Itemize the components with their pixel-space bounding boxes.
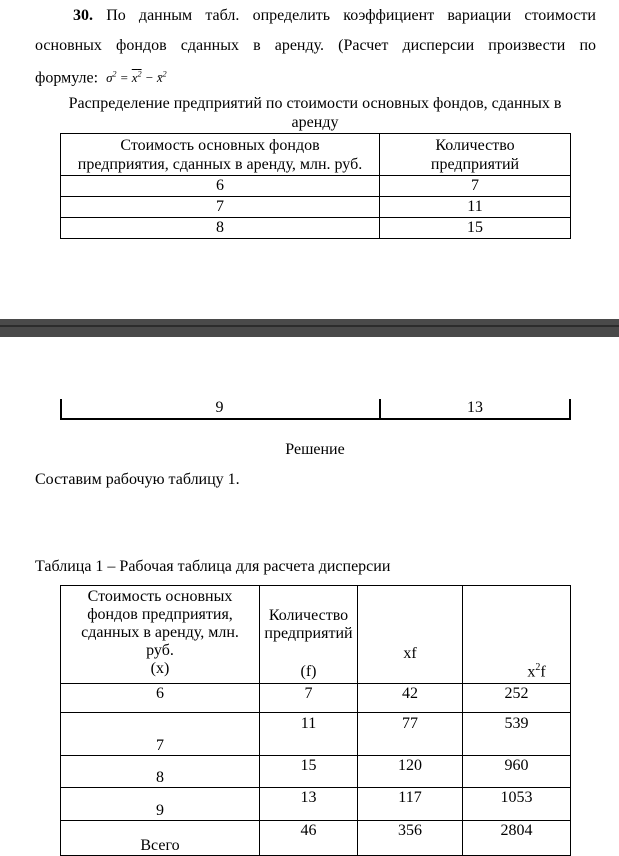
table-row: 8 15 120 960 xyxy=(61,756,571,788)
task-line-2: основных фондов сданных в аренду. (Расчет дисперсии произвести по xyxy=(35,37,596,54)
work-table-header xyxy=(61,586,571,684)
table-row: 8 15 xyxy=(61,218,571,239)
header-xf: xf xyxy=(358,586,463,684)
task-line-3 xyxy=(35,63,167,90)
task-number: 30. xyxy=(73,7,93,24)
table-row: 6 7 xyxy=(61,176,571,197)
task-text-1: По данным табл. определить коэффициент вариации стоимости xyxy=(106,7,596,24)
total-row: Всего 46 356 2804 xyxy=(61,821,571,856)
table1-caption: Таблица 1 – Рабочая таблица для расчета дисперсии xyxy=(35,558,391,575)
variance-formula: $\sigma^2 = x^2$ − x̄$^2$ xyxy=(106,70,167,86)
table-row: 9 13 117 1053 xyxy=(61,788,571,821)
table-row: 6 7 42 252 xyxy=(61,684,571,713)
distribution-table xyxy=(60,133,571,239)
header-x: Стоимость основных фондов предприятия, сданных в аренду, млн. руб. (x) xyxy=(61,586,260,684)
continued-row xyxy=(60,399,571,419)
work-table xyxy=(60,585,571,856)
table-title-line-2: аренду xyxy=(291,114,339,131)
table-row: 7 11 xyxy=(61,197,571,218)
solution-heading: Решение xyxy=(285,441,345,458)
task-line-1 xyxy=(73,4,596,28)
table-header-row xyxy=(61,134,571,176)
table-row: 7 11 77 539 xyxy=(61,713,571,756)
header-count: Количество предприятий xyxy=(380,134,571,176)
header-cost: Стоимость основных фондов предприятия, сданных в аренду, млн. руб. xyxy=(61,134,380,176)
table-title-line-1: Распределение предприятий по стоимости основных фондов, сданных в xyxy=(68,95,562,112)
continued-count: 13 xyxy=(467,399,483,416)
formula-label: формуле: xyxy=(35,69,99,87)
continued-cost: 9 xyxy=(215,399,224,416)
work-intro: Составим рабочую таблицу 1. xyxy=(35,471,240,488)
page-break xyxy=(0,319,619,337)
header-f: Количество предприятий (f) xyxy=(260,586,358,684)
header-x2f: $x^2f$ xyxy=(463,586,571,684)
